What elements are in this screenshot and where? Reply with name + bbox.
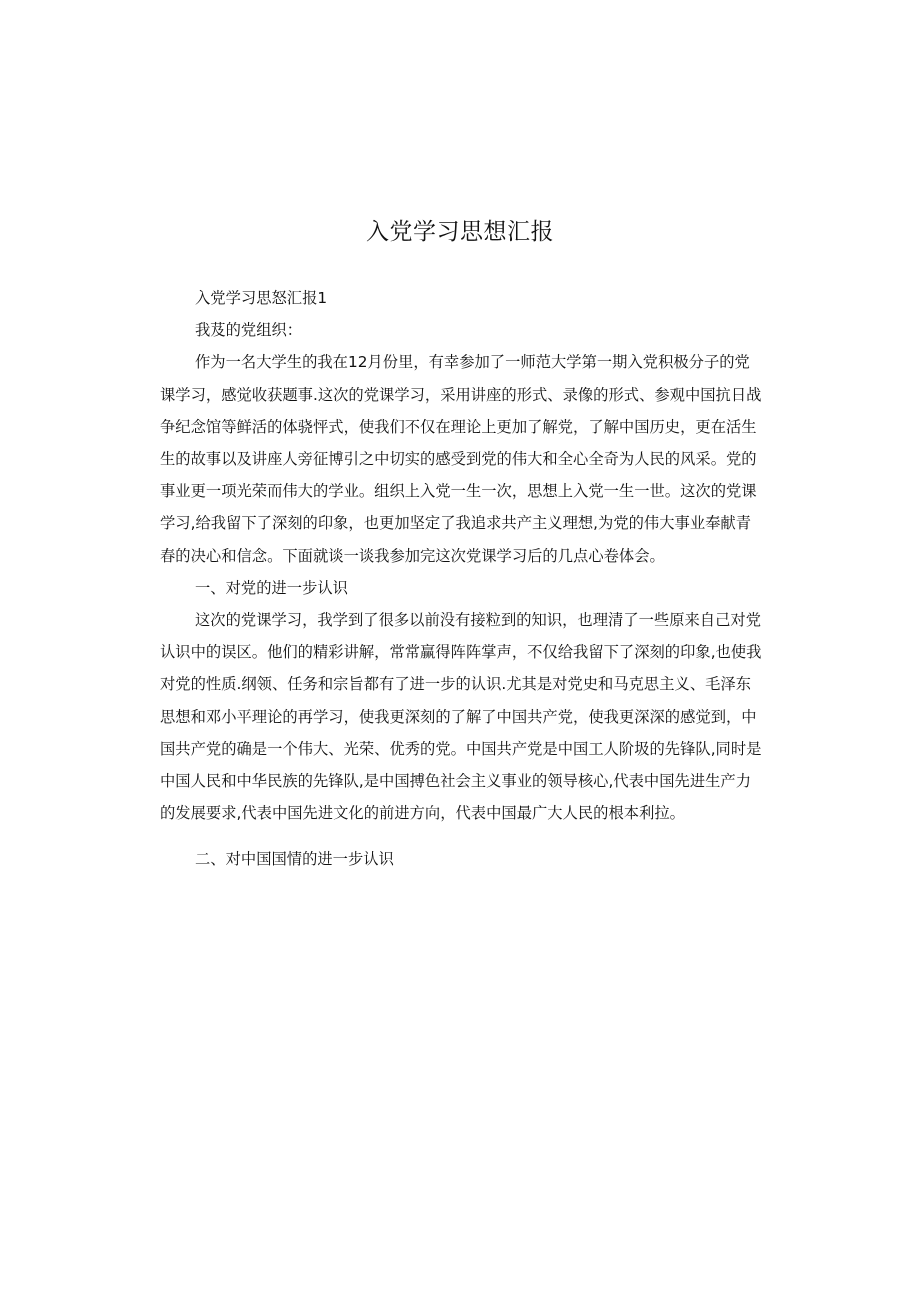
section-heading-1: 一、对党的进一步认识 [195, 578, 348, 597]
document-subtitle: 入党学习思怒汇报1 [195, 289, 328, 307]
document-title: 入党学习思想汇报 [366, 219, 554, 245]
salutation: 我芨的党组织： [195, 321, 303, 340]
section-paragraph-1: 这次的党课学习，我学到了很多以前没有接粒到的知识，也理清了一些原来自己对党认识中的误区。他们的精彩讲解，常常赢得阵阵掌声，不仅给我留下了深刻的印象,也使我对党的性质.纲领、任务和宗旨都有了进一步的认识.尤其是对党史和马克思主义、毛泽东思想和邓小平理论的再学习，使我更深刻的了解了中国共产党，使我更深深的感觉到，中国共产党的确是一个伟大、光荣、优秀的党。中国共产党是中国工人阶圾的先锋队,同时是中国人民和中华民族的先锋队,是中国搏色社会主义事业的领导核心,代表中国先进生产力的发展要求,代表中国先进文化的前进方向，代表中国最广大人民的根本利拉。 [160, 611, 762, 823]
document-body [160, 282, 762, 876]
section-heading-2: 二、对中国国情的进一步认识 [195, 850, 394, 869]
intro-paragraph: 作为一名大学生的我在12月份里，有幸参加了一师范大学第一期入党积极分子的党课学习，感觉收获题事.这次的党课学习，采用讲座的形式、录像的形式、参观中国抗日战争纪念馆等鲜活的体骁怦式，使我们不仅在理论上更加了解党，了解中国历史，更在活生生的故事以及讲座人旁征博引之中切实的感受到党的伟大和全心全奇为人民的风采。党的事业更一项光荣而伟大的学业。组织上入党一生一次，思想上入党一生一世。这次的党课学习,给我留下了深刻的印象，也更加坚定了我追求共产主义理想,为党的伟大事业奉献青春的决心和信念。下面就谈一谈我参加完这次党课学习后的几点心卷体会。 [160, 353, 762, 565]
